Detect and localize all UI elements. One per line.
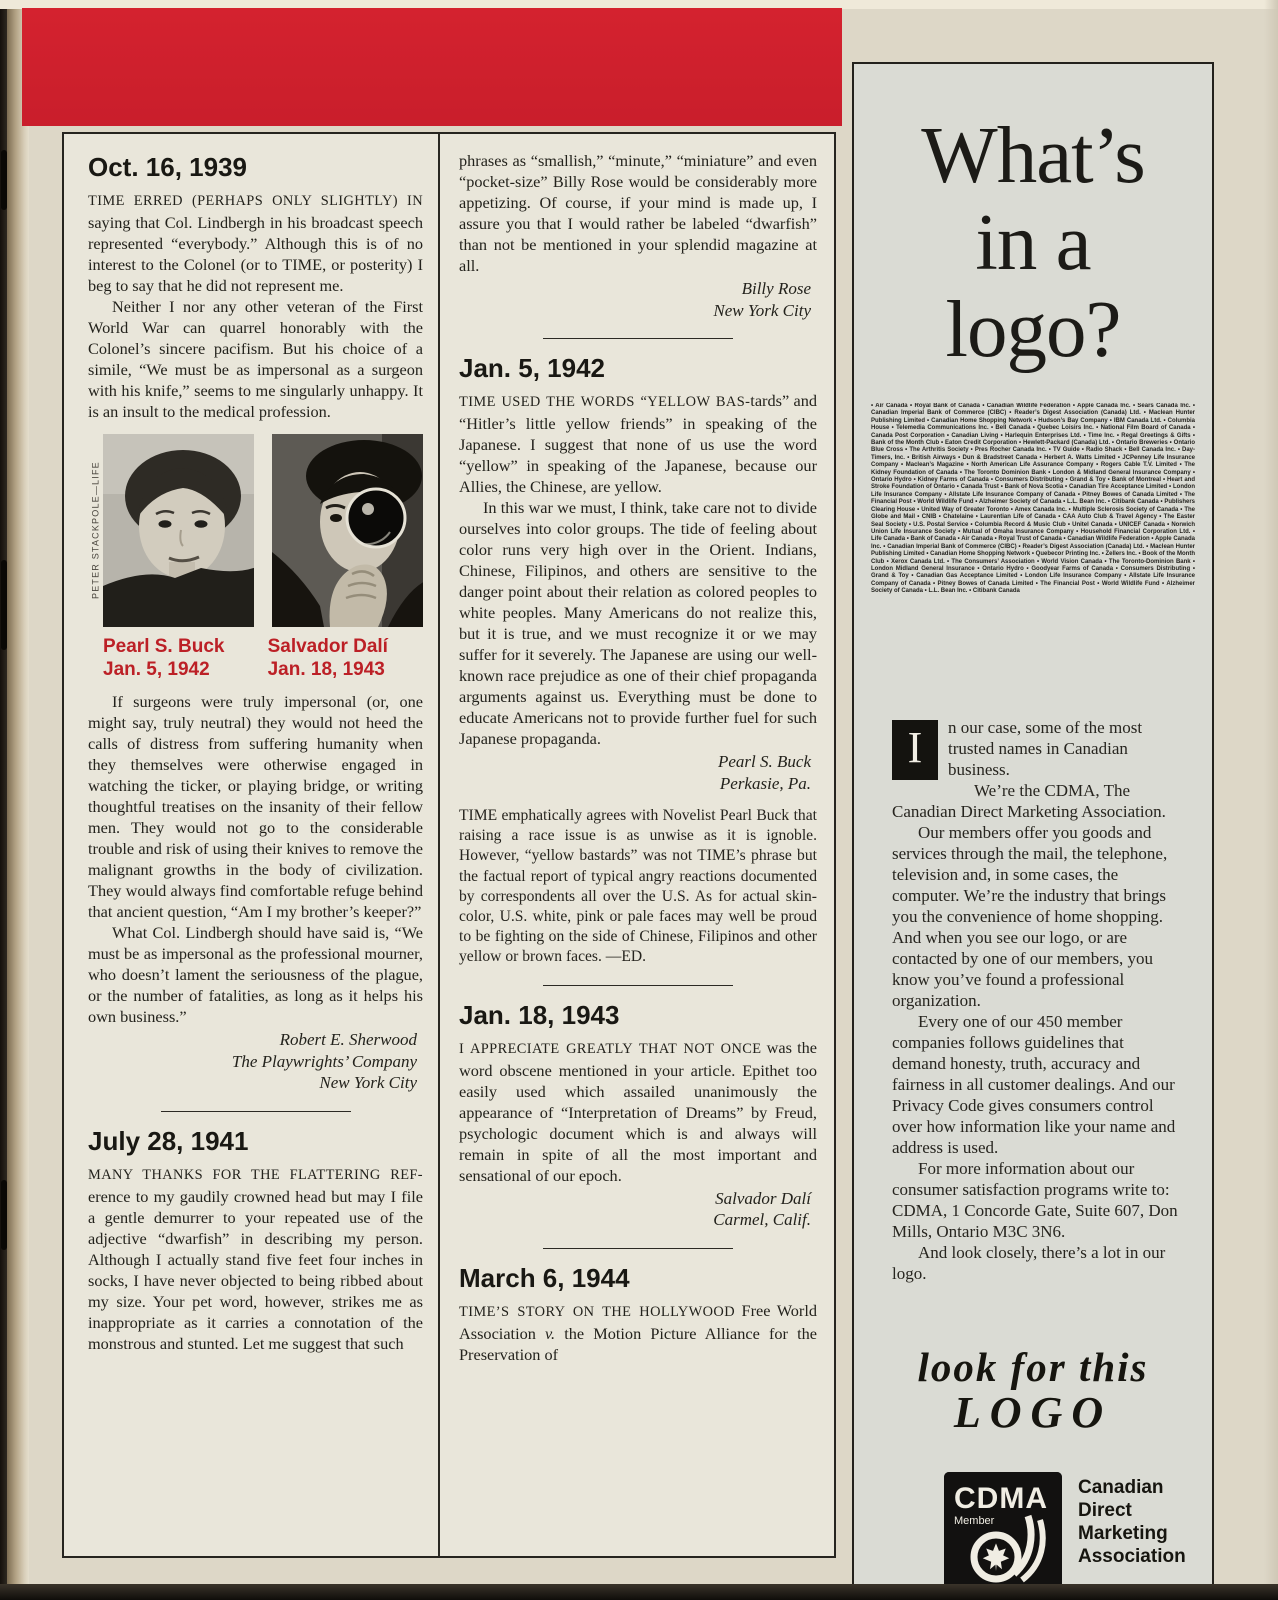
- signature-org: The Playwrights’ Company: [231, 1051, 417, 1071]
- cdma-logo: [944, 1472, 1062, 1590]
- ad-headline: [854, 112, 1212, 373]
- ad-paragraph: For more information about our consumer satisfaction programs write to: CDMA, 1 Concorde Gate, Suite 607, Don Mills, Ontario M3C 3N6.: [892, 1159, 1178, 1241]
- letter-lead-in: TIME USED THE WORDS “YELLOW BAS-: [459, 394, 751, 410]
- letter-paragraph: If surgeons were truly impersonal (or, one might say, truly neutral) they would not heed the calls of distress from suffering humanity when they themselves were otherwise engaged in watching the ticker, or playing bridge, or writing thoughtful treatises on the insanity of their fellow men. They would not go to the considerable trouble and risk of using their knives to remove the malignant growths in the body of civilization. They would always find comfortable refuge behind that ancient question, “Am I my brother’s keeper?”: [88, 692, 423, 921]
- photo-row: [88, 434, 423, 627]
- letter-lead-in: MANY THANKS FOR THE FLATTERING REF-: [88, 1166, 423, 1183]
- letter-divider: [543, 985, 733, 986]
- look-for-logo-tagline: [854, 1346, 1212, 1438]
- letter-text: saying that Col. Lindbergh in his broadcast speech represented “everybody.” Although this is of no interest to the Colonel (or to TIME, or posterity) I beg to say that he did not represent me.: [88, 213, 423, 295]
- spine-mark: [1, 150, 7, 210]
- letter-date-heading: Jan. 5, 1942: [459, 353, 605, 383]
- letter-signature: [88, 1029, 417, 1094]
- letter-date-heading: July 28, 1941: [88, 1125, 249, 1156]
- letter-divider: [543, 1248, 733, 1249]
- caption-name: Pearl S. Buck: [103, 636, 225, 657]
- letter-paragraph: phrases as “smallish,” “minute,” “miniature” and even “pocket-size” Billy Rose would be considerably more appetizing. Of course, if your mind is made up, I assure you that I would rather be labeled “dwarfish” than not be mentioned in your splendid magazine at all.: [459, 151, 817, 275]
- letter-paragraph: In this war we must, I think, take care not to divide ourselves into color groups. The tide of feeling about color runs very high over in the Orient. Indians, Chinese, Filipinos, and others are sensitive to the danger point about their relation as colored peoples to white peoples. Many Americans do not realize this, but it is true, and we must recognize it or we may suffer for it severely. The Japanese are using our well-known race prejudice as one of their chief propaganda arguments against us. Everything must be done to educate Americans not to provide further fuel for such Japanese propaganda.: [459, 498, 817, 748]
- letter-date-heading: Oct. 16, 1939: [88, 152, 247, 182]
- signature-name: Pearl S. Buck: [718, 752, 811, 771]
- svg-text:Member: Member: [954, 1515, 995, 1527]
- cdma-advertisement: [852, 62, 1214, 1590]
- org-name-line: Marketing: [1078, 1523, 1168, 1544]
- pearl-buck-photo: [103, 434, 254, 627]
- letter-date-heading: March 6, 1944: [459, 1262, 630, 1293]
- letter-text: the Motion Picture Alliance for the Preservation of: [459, 1323, 817, 1364]
- red-banner: [22, 8, 842, 126]
- cdma-logo-graphic: [944, 1472, 1062, 1590]
- letter-paragraph: [459, 1037, 817, 1186]
- signature-city: Perkasie, Pa.: [719, 773, 811, 793]
- letters-column-2: [440, 134, 834, 1556]
- photo-credit: PETER STACKPOLE—LIFE: [90, 461, 101, 600]
- ad-headline-line: logo?: [945, 284, 1121, 374]
- letter-signature: [459, 1188, 811, 1231]
- letter-divider: [161, 1111, 351, 1112]
- editor-note: TIME emphatically agrees with Novelist Pearl Buck that raising a race issue is as unwise as it is ignoble. However, “yellow bastards” was not TIME’s phrase but the factual report of typical angry reactions documented by correspondents all over the U.S. As for actual skin-color, U.S. white, pink or pale faces may well be proud to be fighting on the side of Chinese, Filipinos and other yellow or brown faces. —ED.: [459, 807, 817, 966]
- cdma-org-name: [1078, 1472, 1186, 1590]
- letters-section: [62, 132, 836, 1558]
- letter-paragraph: [459, 1300, 817, 1365]
- signature-name: Robert E. Sherwood: [279, 1030, 417, 1049]
- letter-text: tards” and “Hitler’s little yellow friends” in speaking of the Japanese. I suggest that none of us use the word “yellow” in speaking of the Japanese, because our Allies, the Chinese, are yellow.: [459, 391, 817, 496]
- ad-paragraph: And look closely, there’s a lot in our logo.: [892, 1243, 1166, 1283]
- signature-city: New York City: [319, 1073, 417, 1092]
- letter-signature: [459, 751, 811, 794]
- ad-paragraph: Our members offer you goods and services through the mail, the telephone, television and, in some cases, the computer. We’re the industry that brings you the convenience of home shopping. And when you see our logo, or are contacted by one of our members, you know you’ve found a professional organization.: [892, 823, 1168, 1010]
- signature-city: New York City: [713, 300, 811, 320]
- org-name-line: Direct: [1078, 1500, 1132, 1521]
- ad-headline-line: What’s: [921, 110, 1145, 200]
- letter-paragraph: [459, 390, 817, 497]
- photo-caption-salvador-dali: [268, 635, 423, 681]
- ad-body-copy: [892, 717, 1178, 1284]
- letter-text: was the word obscene mentioned in your article. Epithet too easily used which assailed unanimously the appearance of “Interpretation of Dreams” by Freud, psychologic document which is and always will remain in spite of all the most important and sensational of our epoch.: [459, 1037, 817, 1185]
- photo-gap: [254, 434, 273, 627]
- letter-paragraph: [88, 189, 423, 296]
- salvador-dali-portrait: [272, 434, 423, 627]
- letter-lead-in: TIME ERRED (PERHAPS ONLY SLIGHTLY) IN: [88, 193, 423, 209]
- photo-caption-pearl-buck: [103, 635, 268, 681]
- letter-text: erence to my gaudily crowned head but may I file a gentle demurrer to your repeated use of the adjective “dwarfish” in describing my person. Although I actually stand five feet four inches in socks, I have never objected to being ribbed about my size. Your pet word, however, strikes me as inappropriate as it carries a connotation of the monstrous and stunted. Let me suggest that such: [88, 1186, 423, 1353]
- caption-name: Salvador Dalí: [267, 636, 388, 657]
- pearl-buck-portrait: [103, 434, 254, 627]
- ad-paragraph: Every one of our 450 member companies follows guidelines that demand honesty, truth, accuracy and fairness in all customer dealings. And our Privacy Code gives consumers control over how information like your name and address is used.: [892, 1012, 1176, 1157]
- page-spine-shading: [7, 0, 29, 1600]
- page-right-shading: [1264, 0, 1278, 1600]
- ad-headline-line: in a: [975, 197, 1091, 287]
- letter-paragraph: What Col. Lindbergh should have said is, “We must be as impersonal as the professional mourner, who doesn’t lament the seriousness of the plague, or the number of fatalities, as long as it helps his own business.”: [88, 923, 423, 1026]
- salvador-dali-photo: [272, 434, 423, 627]
- ad-paragraph: [892, 717, 1178, 780]
- letter-text: Free World Association: [459, 1300, 817, 1343]
- tagline-line: LOGO: [953, 1388, 1113, 1437]
- ad-paragraph: We’re the CDMA, The Canadian Direct Marketing Association.: [892, 781, 1166, 821]
- spine-mark: [1, 1180, 7, 1250]
- svg-text:CDMA: CDMA: [954, 1482, 1048, 1515]
- letter-signature: [459, 278, 811, 321]
- tagline-line: look for this: [917, 1344, 1149, 1390]
- cdma-logo-block: [944, 1472, 1212, 1590]
- letter-text-italic: v.: [545, 1323, 556, 1343]
- letter-paragraph: Neither I nor any other veteran of the First World War can quarrel honorably with the Colonel’s sincere pacifism. But his choice of a simile, “We must be as impersonal as a surgeon with his knife,” seems to me singularly unhappy. It is an insult to the medical profession.: [88, 297, 423, 421]
- letter-date-heading: Jan. 18, 1943: [459, 999, 620, 1030]
- photo-captions: [88, 635, 423, 681]
- org-name-line: Canadian: [1078, 1477, 1164, 1498]
- drop-cap: I: [892, 720, 938, 780]
- signature-name: Salvador Dalí: [715, 1188, 811, 1208]
- letters-column-1: [64, 134, 440, 1556]
- letter-divider: [543, 338, 733, 339]
- org-name-line: Association: [1078, 1546, 1186, 1567]
- letter-lead-in: TIME’S STORY ON THE HOLLYWOOD: [459, 1303, 735, 1320]
- letter-lead-in: I APPRECIATE GREATLY THAT NOT ONCE: [459, 1040, 762, 1057]
- caption-date: Jan. 5, 1942: [103, 659, 210, 680]
- caption-date: Jan. 18, 1943: [267, 659, 385, 680]
- member-companies-list: • Air Canada • Royal Bank of Canada • Canadian Wildlife Federation • Apple Canada Inc. • Sears Canada Inc. • Canadian Imperial Bank of Commerce (CIBC) • Reader’s Digest Association (Canada) Ltd. • Maclean Hunter Publishing Limited • Canadian Home Shopping Network • Hudson’s Bay Company • IBM Canada Ltd. • Columbia House • Telemedia Communications Inc. • Bell Canada • Quebec Loisirs Inc. • National Film Board of Canada • Canada Post Corporation • Canadian Living • Harlequin Enterprises Ltd. • Time Inc. • Regal Greetings & Gifts • Bank of the Month Club • Eaton Credit Corporation • Hewlett-Packard (Canada) Ltd. • Ontario Breweries • Ontario Blue Cross • The Arthritis Society • Pres Rocher Canada Inc. • TV Guide • Radio Shack • Bell Canada Inc. • Day-Timers, Inc. • British Airways • Dun & Bradstreet Canada • Herbert A. Watts Limited • JCPenney Life Insurance Company • Maclean’s Magazine • North American Life Assurance Company • Rogers Cable T.V. Limited • The Kidney Foundation of Canada • The Toronto Dominion Bank • London & Midland General Insurance Company • Ontario Hydro • Kidney Farms of Canada • Consumers Distributing • Grand & Toy • Bank of Montreal • Heart and Stroke Foundation of Ontario • Canada Trust • Bank of Nova Scotia • Canadian Tire Acceptance Limited • London Life Insurance Company • Allstate Life Insurance Company of Canada • Pitney Bowes of Canada Limited • The Financial Post • World Wildlife Fund • Alzheimer Society of Canada • L.L. Bean Inc. • Citibank Canada • Publishers Clearing House • United Way of Greater Toronto • Amex Canada Inc. • Multiple Sclerosis Society of Canada • The Globe and Mail • CNIB • Chatelaine • Laurentian Life of Canada • CAA Auto Club & Travel Agency • The Easter Seal Society • U.S. Postal Service • Columbia Record & Music Club • Unitel Canada • UNICEF Canada • Norwich Union Life Insurance Society • Mutual of Omaha Insurance Company • Household Financial Corporation Ltd. • Life Canada • Bank of Canada • Air Canada • Royal Trust of Canada • Canadian Wildlife Federation • Apple Canada Inc. • Canadian Imperial Bank of Commerce (CIBC) • Reader’s Digest Association (Canada) Ltd. • Maclean Hunter Publishing Limited • Canadian Home Shopping Network • Quebecor Printing Inc. • Zellers Inc. • Book of the Month Club • Xerox Canada Ltd. • The Consumers’ Association • World Vision Canada • The Toronto-Dominion Bank • London Midland General Insurance • Ontario Hydro • Goodyear Farms of Canada • Consumers Distributing • Grand & Toy • Canadian Gas Acceptance Limited • London Life Insurance Company • Allstate Life Insurance Company of Canada • Pitney Bowes of Canada Limited • The Financial Post • World Wildlife Fund • Alzheimer Society of Canada • L.L. Bean Inc. • Citibank Canada: [871, 403, 1195, 595]
- signature-city: Carmel, Calif.: [713, 1210, 811, 1230]
- signature-name: Billy Rose: [741, 279, 811, 298]
- page-spine-edge: [0, 0, 7, 1600]
- ad-text: n our case, some of the most trusted names in Canadian business.: [948, 718, 1143, 779]
- letter-paragraph: [88, 1163, 423, 1354]
- page-bottom-edge: [0, 1584, 1278, 1600]
- spine-mark: [1, 560, 7, 650]
